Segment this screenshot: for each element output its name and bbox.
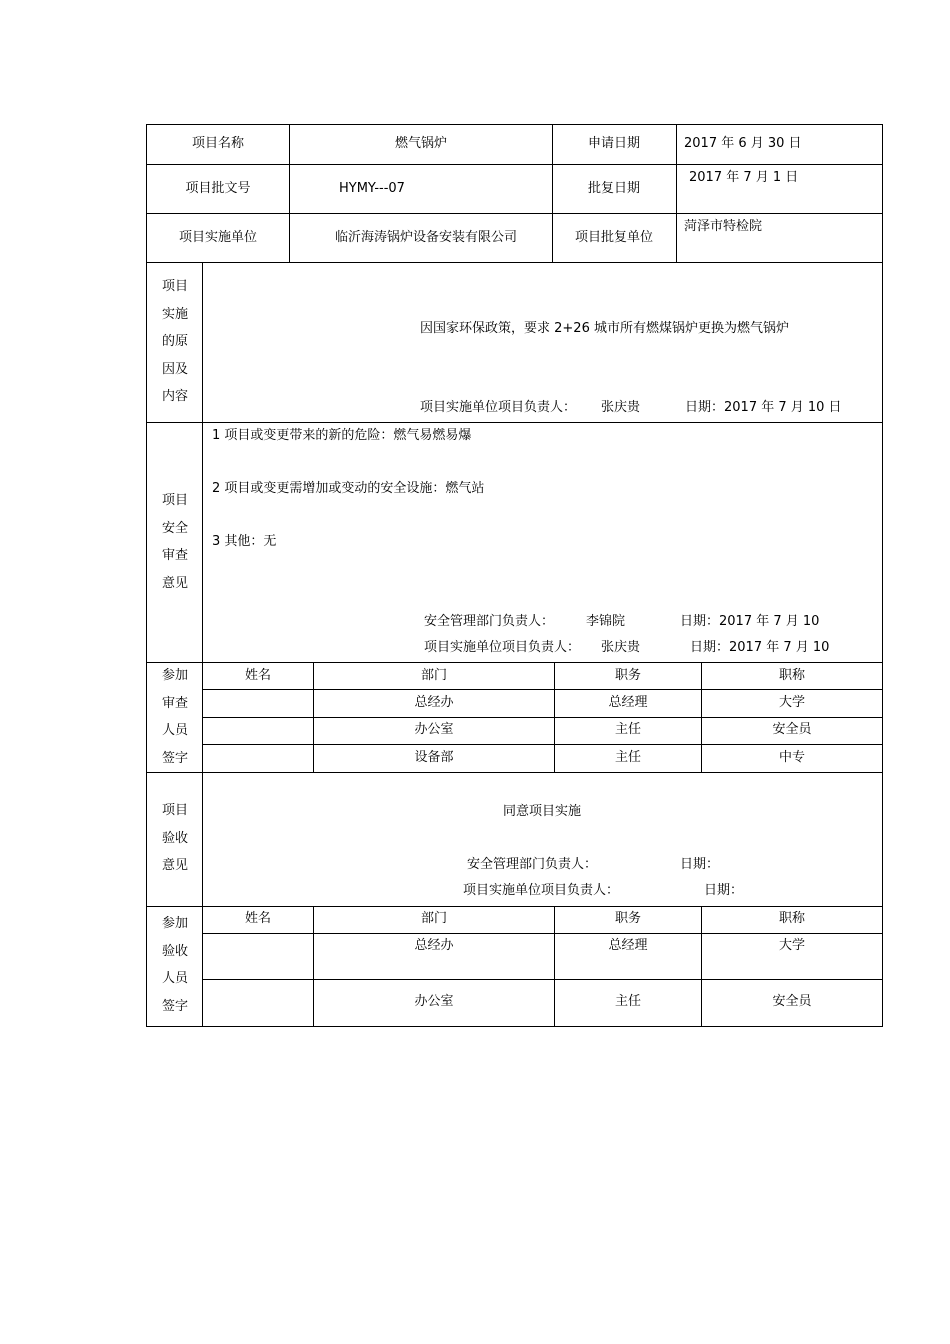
approve-unit-value: 菏泽市特检院 <box>684 219 763 234</box>
safety-sign1-date: 日期：2017 年 7 月 10 <box>680 614 820 629</box>
acceptance-col-title: 职称 <box>778 911 806 926</box>
safety-item-2: 2 项目或变更需增加或变动的安全设施：燃气站 <box>212 481 485 496</box>
safety-review-section-label: 项目 安全 审查 意见 <box>161 493 188 591</box>
acceptance-people-section-label: 参加 验收 人员 签字 <box>161 916 188 1014</box>
review-row-2-title: 安全员 <box>772 722 812 737</box>
acceptance-section-label: 项目 验收 意见 <box>161 803 188 873</box>
impl-unit-value: 临沂海涛锅炉设备安装有限公司 <box>334 230 518 245</box>
review-col-position: 职务 <box>614 668 642 683</box>
apply-date-value: 2017 年 6 月 30 日 <box>684 136 802 151</box>
acceptance-sign1-date: 日期： <box>680 857 720 872</box>
review-col-dept: 部门 <box>420 668 448 683</box>
apply-date-label: 申请日期 <box>587 136 641 151</box>
safety-sign1-name: 李锦院 <box>586 614 626 629</box>
review-row-3-title: 中专 <box>778 750 806 765</box>
safety-item-1: 1 项目或变更带来的新的危险：燃气易燃易爆 <box>212 428 472 443</box>
reason-signer-name: 张庆贵 <box>601 400 641 415</box>
review-row-2-position: 主任 <box>614 722 642 737</box>
review-row-3-dept: 设备部 <box>414 750 454 765</box>
acceptance-content: 同意项目实施 <box>502 804 582 819</box>
review-row-1-position: 总经理 <box>608 695 648 710</box>
acceptance-col-name: 姓名 <box>244 911 272 926</box>
review-row-2-dept: 办公室 <box>414 722 454 737</box>
reason-date: 日期：2017 年 7 月 10 日 <box>685 400 842 415</box>
safety-sign2-label: 项目实施单位项目负责人： <box>424 640 581 655</box>
project-name-label: 项目名称 <box>191 136 245 151</box>
safety-sign2-name: 张庆贵 <box>601 640 641 655</box>
review-row-3-position: 主任 <box>614 750 642 765</box>
approve-date-label: 批复日期 <box>587 181 641 196</box>
safety-sign1-label: 安全管理部门负责人： <box>424 614 555 629</box>
approval-doc-value: HYMY---07 <box>339 181 405 196</box>
approve-date-value: 2017 年 7 月 1 日 <box>689 170 799 185</box>
reason-signer-label: 项目实施单位项目负责人： <box>420 400 577 415</box>
impl-unit-label: 项目实施单位 <box>178 230 258 245</box>
acceptance-row-1-position: 总经理 <box>608 938 648 953</box>
review-row-1-title: 大学 <box>778 695 806 710</box>
review-col-name: 姓名 <box>244 668 272 683</box>
acceptance-row-2-dept: 办公室 <box>414 994 454 1009</box>
acceptance-row-1-dept: 总经办 <box>414 938 454 953</box>
acceptance-sign2-date: 日期： <box>704 883 744 898</box>
safety-sign2-date: 日期：2017 年 7 月 10 <box>690 640 830 655</box>
acceptance-row-2-title: 安全员 <box>772 994 812 1009</box>
acceptance-col-dept: 部门 <box>420 911 448 926</box>
acceptance-row-2-position: 主任 <box>614 994 642 1009</box>
acceptance-sign2-label: 项目实施单位项目负责人： <box>463 883 620 898</box>
reason-section-label: 项目 实施 的原 因及 内容 <box>161 279 188 404</box>
project-name-value: 燃气锅炉 <box>394 136 448 151</box>
review-col-title: 职称 <box>778 668 806 683</box>
acceptance-sign1-label: 安全管理部门负责人： <box>467 857 598 872</box>
review-people-section-label: 参加 审查 人员 签字 <box>161 668 188 766</box>
safety-item-3: 3 其他：无 <box>212 534 277 549</box>
approve-unit-label: 项目批复单位 <box>574 230 654 245</box>
acceptance-col-position: 职务 <box>614 911 642 926</box>
acceptance-row-1-title: 大学 <box>778 938 806 953</box>
reason-content: 因国家环保政策，要求 2+26 城市所有燃煤锅炉更换为燃气锅炉 <box>420 321 789 336</box>
approval-doc-label: 项目批文号 <box>185 181 251 196</box>
review-row-1-dept: 总经办 <box>414 695 454 710</box>
